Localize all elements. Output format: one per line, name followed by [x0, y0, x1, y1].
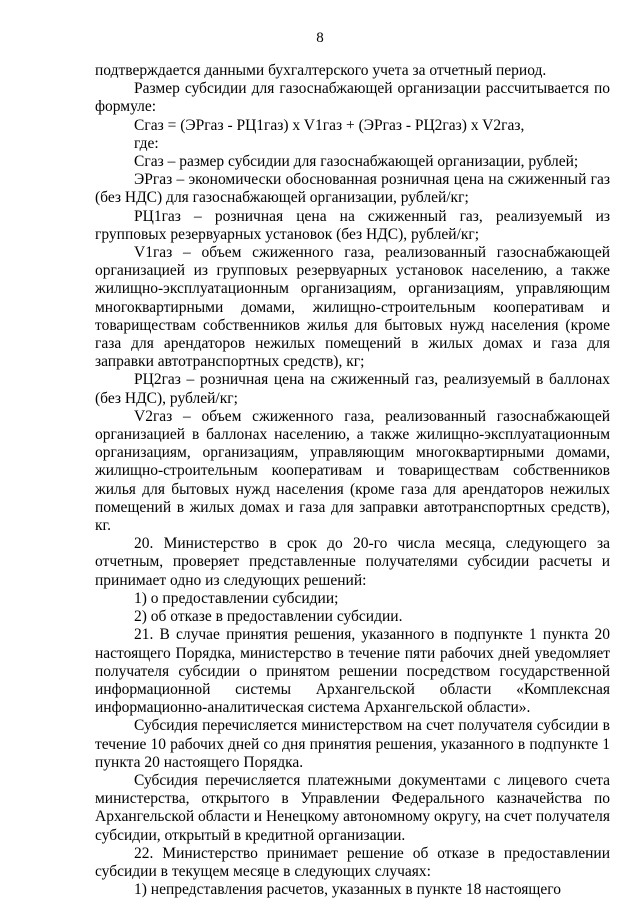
page-number: 8 [316, 30, 324, 46]
paragraph: где: [134, 134, 159, 152]
list-item: 1) непредставления расчетов, указанных в пункте 18 настоящего [134, 881, 561, 899]
document-body [95, 62, 610, 899]
paragraph: 22. Министерство принимает решение об отказе в предоставлении субсидии в текущем месяце в следующих случаях: [95, 844, 610, 880]
paragraph: Субсидия перечисляется министерством на счет получателя субсидии в течение 10 рабочих дней со дня принятия решения, указанного в подпункте 1 пункта 20 настоящего Порядка. [95, 717, 610, 771]
paragraph: V1газ – объем сжиженного газа, реализованный газоснабжающей организацией из групповых резервуарных установок населению, а также жилищно-эксплуатационным организациям, организациям, управляющим многоквартирными домами, жилищно-строительным кооперативам и товариществам собственников жилья для бытовых нужд населения (кроме газа для арендаторов нежилых помещений в жилых домах и газа для заправки автотранспортных средств), кг; [95, 244, 610, 371]
paragraph: Субсидия перечисляется платежными документами с лицевого счета министерства, открытого в Управлении Федерального казначейства по Архангельской области и Ненецкому автономному округу, на счет получателя субсидии, открытый в кредитной организации. [95, 771, 610, 844]
formula: Сгаз = (ЭРгаз - РЦ1газ) x V1газ + (ЭРгаз - РЦ2газ) x V2газ, [134, 116, 525, 134]
paragraph: Размер субсидии для газоснабжающей организации рассчитывается по формуле: [95, 80, 610, 116]
paragraph: Сгаз – размер субсидии для газоснабжающей организации, рублей; [134, 153, 579, 171]
paragraph: ЭРгаз – экономически обоснованная розничная цена на сжиженный газ (без НДС) для газоснабжающей организации, рублей/кг; [95, 171, 610, 207]
list-item: 1) о предоставлении субсидии; [134, 589, 339, 607]
paragraph: 21. В случае принятия решения, указанного в подпункте 1 пункта 20 настоящего Порядка, министерство в течение пяти рабочих дней уведомляет получателя субсидии о принятом решении посредством государственной информационной системы Архангельской области «Комплексная информационно-аналитическая система Архангельской области». [95, 626, 610, 717]
paragraph: 20. Министерство в срок до 20-го числа месяца, следующего за отчетным, проверяет представленные получателями субсидии расчеты и принимает одно из следующих решений: [95, 535, 610, 589]
paragraph: V2газ – объем сжиженного газа, реализованный газоснабжающей организацией в баллонах населению, а также жилищно-эксплуатационным организациям, организациям, управляющим многоквартирными домами, жилищно-строительным кооперативам и товариществам собственников жилья для бытовых нужд населения (кроме газа для арендаторов нежилых помещений в жилых домах и газа для заправки автотранспортных средств), кг. [95, 407, 610, 535]
paragraph: подтверждается данными бухгалтерского учета за отчетный период. [95, 62, 547, 79]
paragraph: РЦ1газ – розничная цена на сжиженный газ, реализуемый из групповых резервуарных установок (без НДС), рублей/кг; [95, 207, 610, 243]
paragraph: РЦ2газ – розничная цена на сжиженный газ, реализуемый в баллонах (без НДС), рублей/кг; [95, 371, 610, 407]
list-item: 2) об отказе в предоставлении субсидии. [134, 608, 403, 626]
